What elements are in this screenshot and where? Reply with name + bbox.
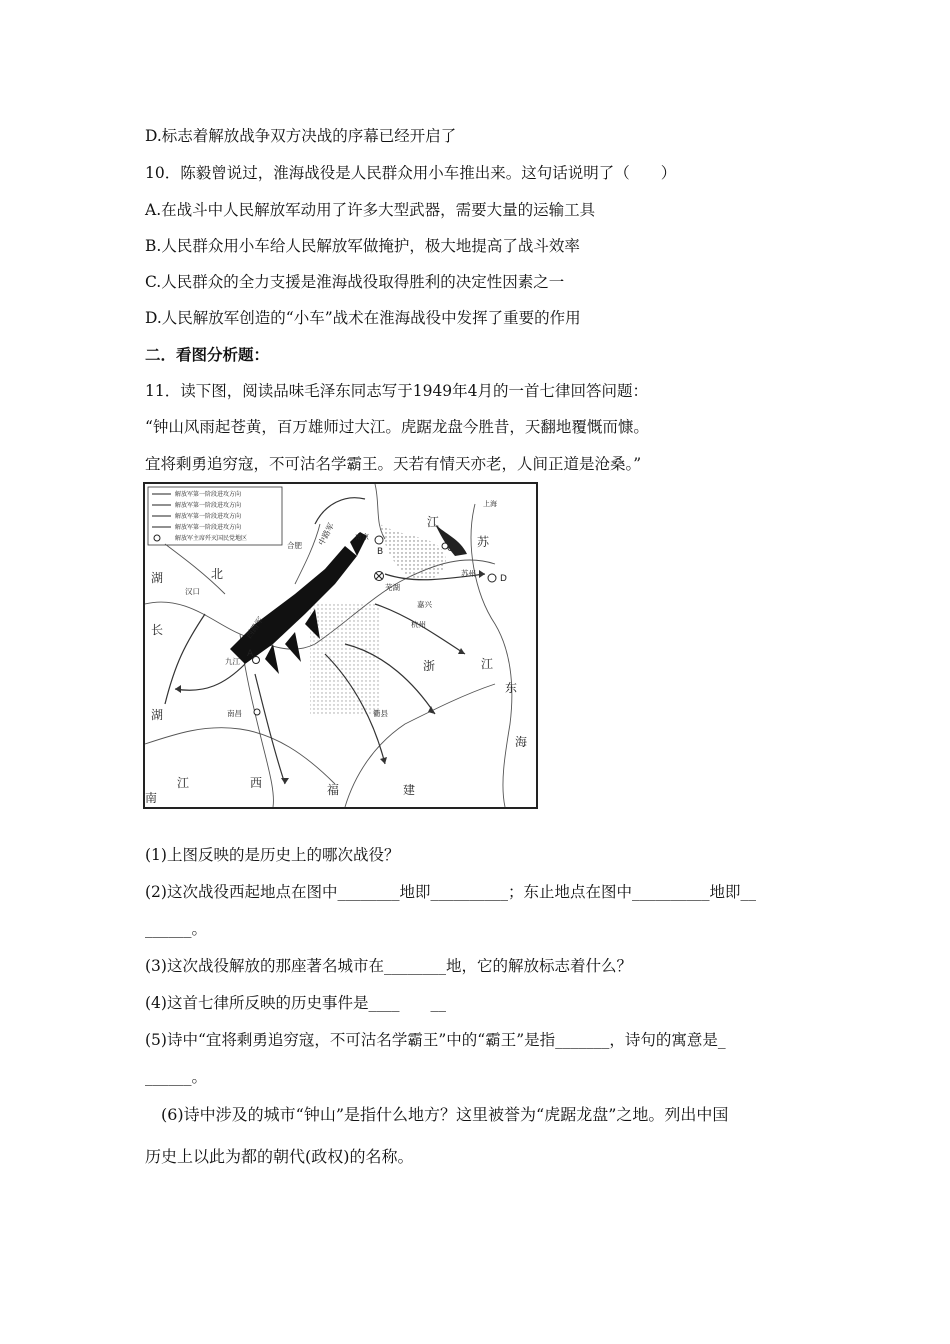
middle-army-label: 中路军: [316, 521, 337, 547]
sub-question-6: (6)诗中涉及的城市“钟山”是指什么地方？这里被誉为“虎踞龙盘”之地。列出中国: [145, 1105, 729, 1124]
province-char: 东: [505, 681, 518, 695]
sub-question-6-cont: 历史上以此为都的朝代(政权)的名称。: [145, 1147, 414, 1166]
city-jiujiang: 九江: [225, 657, 240, 666]
q10-option-a: A.在战斗中人民解放军动用了许多大型武器，需要大量的运输工具: [145, 201, 596, 219]
q10-option-b: B.人民群众用小车给人民解放军做掩护，极大地提高了战斗效率: [145, 237, 580, 255]
province-char: 江: [427, 515, 440, 529]
city-nanjing: 南京: [355, 533, 369, 541]
city-shanghai: 上海: [483, 500, 497, 508]
province-char: 江: [481, 657, 494, 671]
city-hefei: 合肥: [287, 541, 302, 550]
province-char: 湖: [151, 571, 164, 585]
legend-3: 解放军第一阶段进攻方向: [175, 513, 242, 520]
city-jiaxing: 嘉兴: [417, 600, 432, 609]
sub-question-5-cont: ______。: [145, 1068, 208, 1086]
province-char: 浙: [423, 659, 436, 673]
poem-line-1: “钟山风雨起苍黄，百万雄师过大江。虎踞龙盘今胜昔，天翻地覆慨而慷。: [145, 418, 649, 436]
sub-question-2: (2)这次战役西起地点在图中________地即__________；东止地点在图中__________地即__: [145, 883, 756, 901]
sub-question-1: (1)上图反映的是历史上的哪次战役？: [145, 846, 400, 864]
q11-stem: 11．读下图，阅读品味毛泽东同志写于1949年4月的一首七律回答问题：: [145, 382, 649, 400]
province-char: 福: [327, 783, 340, 797]
q10-stem: 10．陈毅曾说过，淮海战役是人民群众用小车推出来。这句话说明了（ ）: [145, 164, 677, 182]
q10-option-c: C.人民群众的全力支援是淮海战役取得胜利的决定性因素之一: [145, 273, 565, 291]
legend-1: 解放军第一阶段进攻方向: [175, 491, 242, 498]
sub-question-5: (5)诗中“宜将剩勇追穷寇，不可沽名学霸王”中的“霸王”是指_______，诗句的寓意是_: [145, 1031, 726, 1049]
city-wuhu: 芜湖: [385, 583, 400, 592]
city-suzhou: 苏州: [461, 569, 476, 578]
q10-option-d: D.人民解放军创造的“小车”战术在淮海战役中发挥了重要的作用: [145, 309, 581, 327]
q9-option-d: D.标志着解放战争双方决战的序幕已经开启了: [145, 127, 457, 145]
west-army-label: 西路军: [244, 615, 266, 641]
city-hangzhou: 杭州: [411, 620, 426, 629]
province-char: 西: [250, 776, 263, 790]
sub-question-3: (3)这次战役解放的那座著名城市在________地，它的解放标志着什么？: [145, 957, 632, 975]
province-char: 江: [177, 776, 190, 790]
legend-4: 解放军第一阶段进攻方向: [175, 524, 242, 531]
sub-question-4: (4)这首七律所反映的历史事件是____ __: [145, 994, 446, 1012]
point-a: A: [247, 649, 254, 659]
point-d: D: [500, 574, 507, 584]
province-char: 长: [151, 623, 164, 637]
section-title: 二．看图分析题：: [145, 345, 270, 364]
battle-map: [143, 482, 538, 809]
legend-2: 解放军第一阶段进攻方向: [175, 502, 242, 509]
point-c: C: [447, 544, 454, 554]
province-char: 建: [403, 783, 416, 797]
province-char: 海: [515, 735, 528, 749]
point-b: B: [377, 547, 384, 557]
province-char: 湖: [151, 708, 164, 722]
poem-line-2: 宜将剩勇追穷寇，不可沽名学霸王。天若有情天亦老，人间正道是沧桑。”: [145, 455, 642, 473]
city-nanchang: 南昌: [227, 709, 242, 718]
sub-question-2-cont: ______。: [145, 920, 208, 938]
legend-5: 解放军主席歼灭国民党地区: [175, 535, 248, 542]
province-char: 苏: [477, 535, 490, 549]
city-hankou: 汉口: [185, 587, 200, 596]
province-char: 北: [211, 567, 224, 581]
province-char: 南: [145, 791, 158, 805]
city-quxian: 衢县: [373, 709, 388, 718]
